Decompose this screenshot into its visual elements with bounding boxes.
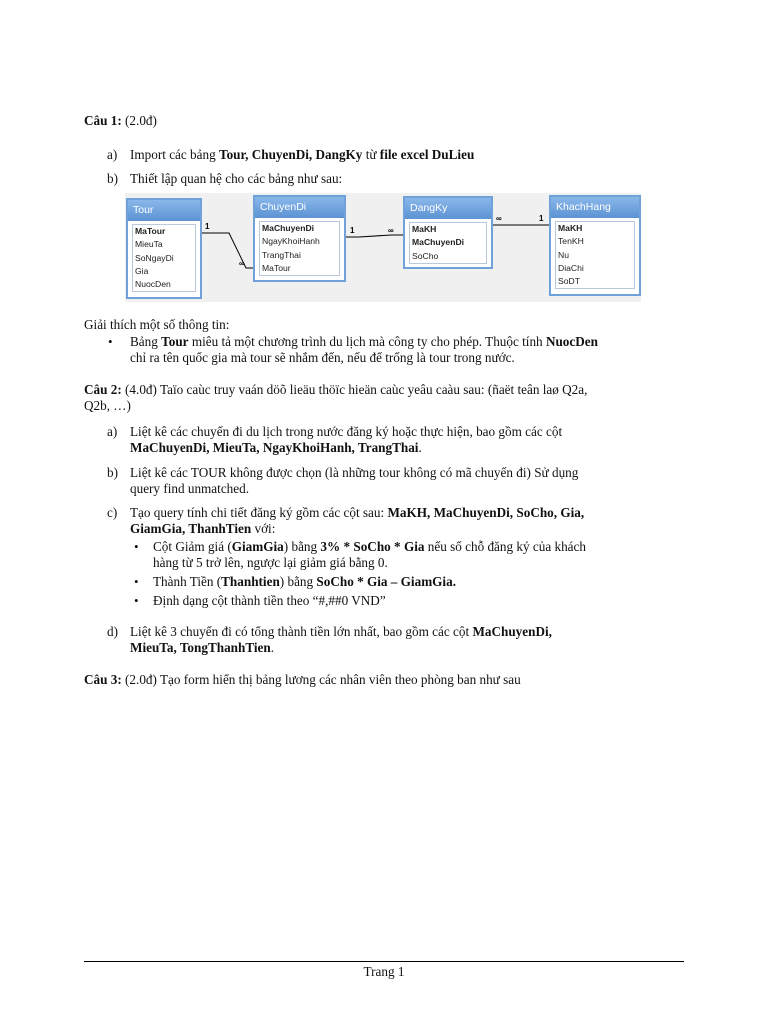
bullet-icon: • (108, 334, 113, 349)
explain-bullet-line1 (130, 334, 598, 350)
q1-a-mid: từ (362, 147, 380, 162)
one-label: 1 (539, 214, 544, 223)
q2-c-sub1-line2: hàng từ 5 trở lên, ngược lại giảm giá bằng 0. (153, 555, 388, 570)
q2-c-sub1-b2: 3% * SoCho * Gia (320, 539, 425, 554)
q3-heading (84, 672, 521, 688)
table-header: KhachHang (551, 197, 639, 218)
q2-c-bold2: GiamGia, ThanhTien (130, 521, 252, 536)
relationship-diagram (125, 193, 641, 302)
field-row: TrangThai (262, 249, 301, 260)
q1-a-bold: Tour, ChuyenDi, DangKy (218, 147, 363, 162)
field-row: Gia (135, 265, 149, 276)
page-number: Trang 1 (363, 964, 405, 979)
q2-b-line1: Liệt kê các TOUR không được chọn (là những tour không có mã chuyến đi) Sử dụng (130, 465, 579, 480)
q1-heading (84, 113, 157, 129)
q3-label: Câu 3: (84, 672, 122, 687)
table-header: Tour (128, 200, 200, 221)
q2-a-line2 (130, 440, 422, 456)
q2-d-bold2: MieuTa, TongThanhTien (130, 640, 271, 655)
q2-a-bold: MaChuyenDi, MieuTa, NgayKhoiHanh, TrangThai (130, 440, 419, 455)
q1-a-marker: a) (107, 147, 118, 162)
relation-tour-chuyendi (202, 233, 253, 268)
field-row: MaTour (262, 262, 291, 273)
field-row: NuocDen (135, 279, 171, 290)
q2-c-sub2-b1: Thanhtien (221, 574, 280, 589)
q2-b-marker: b) (107, 465, 118, 480)
field-row: MaKH (558, 223, 583, 233)
bullet-icon: • (134, 539, 139, 554)
field-row: SoCho (412, 250, 439, 261)
q2-b-line2: query find unmatched. (130, 481, 250, 496)
field-row: SoNgayDi (135, 252, 174, 263)
one-label: 1 (205, 222, 210, 231)
bullet-icon: • (134, 574, 139, 589)
field-row: MaTour (135, 226, 166, 236)
q2-d-end: . (270, 640, 275, 655)
field-row: MaKH (412, 224, 437, 234)
q2-d-marker: d) (107, 624, 118, 639)
q2-a-line1: Liệt kê các chuyến đi du lịch trong nước đăng ký hoặc thực hiện, bao gồm các cột (130, 424, 563, 439)
explain-bold2: NuocDen (545, 334, 598, 349)
q2-c-sub3: Định dạng cột thành tiền theo “#,##0 VND” (153, 593, 386, 608)
q2-label: Câu 2: (84, 382, 122, 397)
q1-b-marker: b) (107, 171, 118, 186)
q2-c-line1 (130, 505, 584, 521)
q2-d-line2 (130, 640, 274, 656)
q1-a-text (130, 147, 474, 163)
q1-b-text: Thiết lập quan hệ cho các bảng như sau: (130, 171, 343, 186)
q2-c-sub1-line1 (153, 539, 586, 555)
q2-c-end: với: (251, 521, 276, 536)
many-label: ∞ (496, 214, 502, 223)
explain-bold1: Tour (161, 334, 189, 349)
field-row: DiaChi (558, 262, 584, 273)
q2-c-sub1-mid: ) bằng (283, 539, 321, 554)
q2-c-sub2-b2: SoCho * Gia – GiamGia. (316, 574, 456, 589)
relation-chuyendi-dangky (346, 235, 403, 237)
q2-c-pre: Tạo query tính chi tiết đăng ký gồm các cột sau: (130, 505, 388, 520)
q2-a-end: . (418, 440, 422, 455)
q2-c-line2 (130, 521, 275, 537)
q2-c-sub1-b1: GiamGia (231, 539, 284, 554)
q2-c-marker: c) (107, 505, 118, 520)
q2-intro-line2: Q2b, …) (84, 398, 131, 413)
field-row: TenKH (558, 236, 584, 247)
field-row: MaChuyenDi (262, 223, 315, 233)
footer-rule (84, 961, 684, 962)
q2-intro1: (4.0đ) Taïo caùc truy vaán döõ lieäu thöïc hieän caùc yeâu caàu sau: (ñaët teân laø Q2a, (121, 382, 588, 397)
q2-c-sub2 (153, 574, 456, 590)
q1-a-bold2: file excel DuLieu (379, 147, 475, 162)
field-row: Nu (558, 249, 569, 260)
q1-label: Câu 1: (84, 113, 122, 128)
q2-d-bold1: MaChuyenDi, (472, 624, 552, 639)
table-header: ChuyenDi (255, 197, 344, 218)
q2-c-sub2-pre: Thành Tiền ( (153, 574, 222, 589)
many-label: ∞ (388, 226, 394, 235)
table-header: DangKy (405, 198, 491, 219)
q2-a-marker: a) (107, 424, 118, 439)
field-row: MieuTa (135, 239, 163, 250)
explain-bullet-line2: chỉ ra tên quốc gia mà tour sẽ nhắm đến, nếu để trống là tour trong nước. (130, 350, 515, 365)
field-row: MaChuyenDi (412, 237, 465, 248)
q2-c-sub1-pre: Cột Giảm giá ( (153, 539, 232, 554)
field-row: SoDT (558, 276, 580, 287)
q2-c-bold1: MaKH, MaChuyenDi, SoCho, Gia, (387, 505, 585, 520)
explain-heading: Giải thích một số thông tin: (84, 317, 230, 332)
field-row: NgayKhoiHanh (262, 236, 320, 247)
q2-d-line1-text: Liệt kê 3 chuyến đi có tổng thành tiền lớn nhất, bao gồm các cột (130, 624, 473, 639)
q2-d-line1 (130, 624, 552, 640)
relationship-lines (125, 193, 641, 302)
q2-c-sub2-mid: ) bằng (279, 574, 317, 589)
q2-intro-line1 (84, 382, 587, 398)
many-label: ∞ (239, 259, 245, 268)
q2-c-sub1-post: nếu số chỗ đăng ký của khách (424, 539, 586, 554)
explain-pre: Bảng (130, 334, 162, 349)
q3-text: (2.0đ) Tạo form hiển thị bảng lương các nhân viên theo phòng ban như sau (121, 672, 521, 687)
q1-a-pre: Import các bảng (130, 147, 219, 162)
explain-mid: miêu tả một chương trình du lịch mà công ty cho phép. Thuộc tính (188, 334, 546, 349)
q1-points: (2.0đ) (125, 113, 157, 128)
one-label: 1 (350, 226, 355, 235)
bullet-icon: • (134, 593, 139, 608)
